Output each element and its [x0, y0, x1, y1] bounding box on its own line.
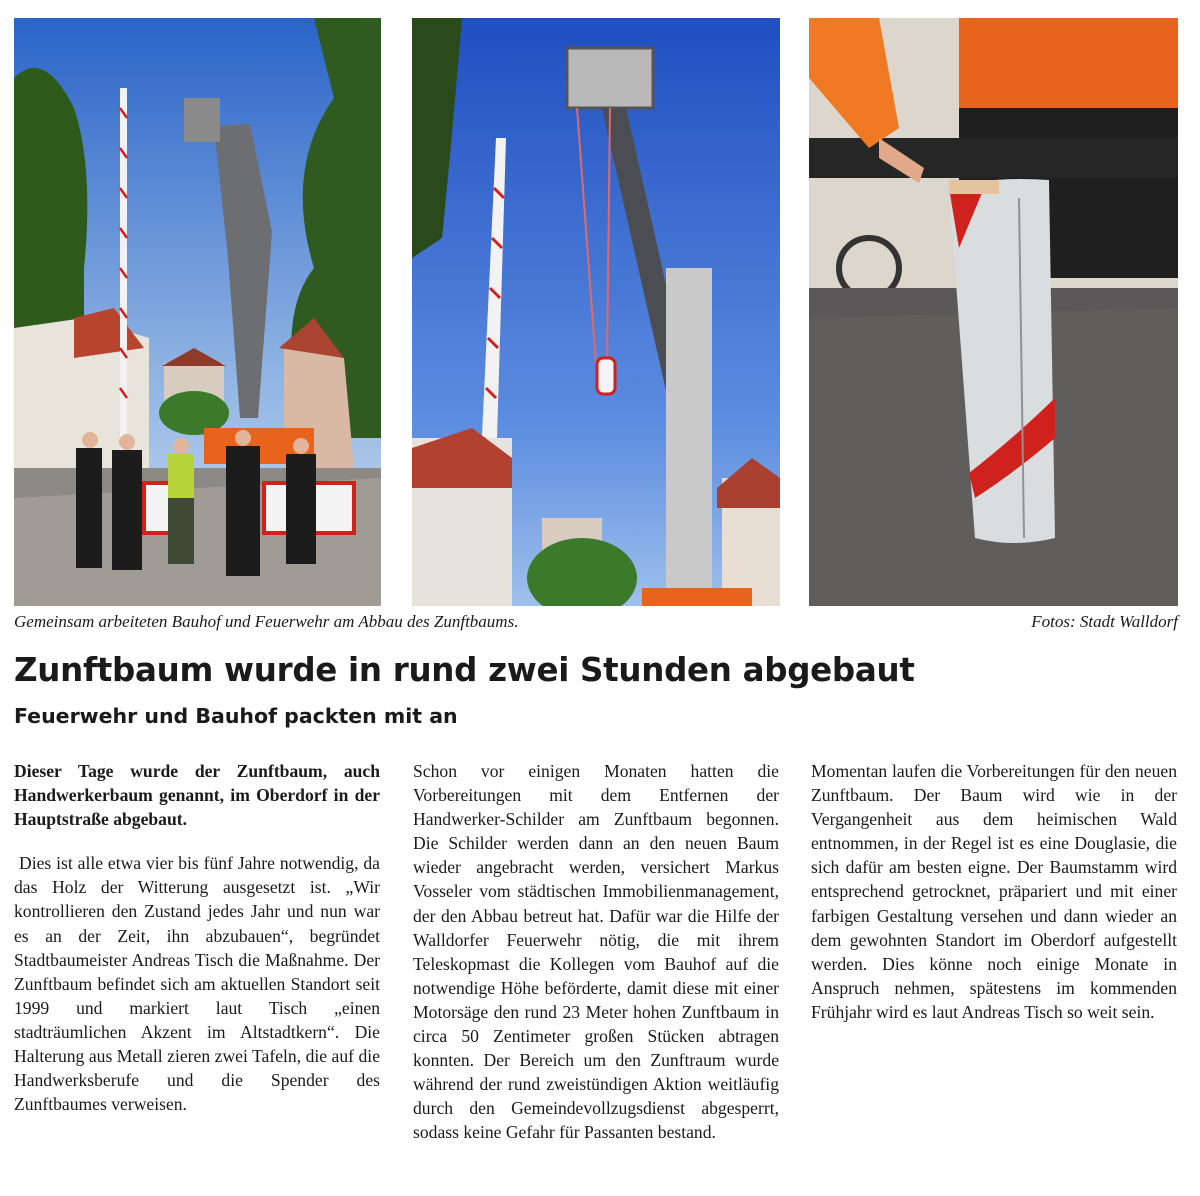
article-headline: Zunftbaum wurde in rund zwei Stunden abgebaut	[14, 651, 915, 689]
article-paragraph-3: Momentan laufen die Vorbereitungen für den neuen Zunftbaum. Der Baum wird wie in der Vergangenheit aus dem heimischen Wald entnommen, in der Regel ist es eine Douglasie, die sich dafür am besten eigne. Der Baumstamm wird entsprechend getrocknet, präpariert und mit einer farbigen Gestaltung versehen und dann wieder an dem gewohnten Standort im Oberdorf aufgestellt werden. Dies könne noch einige Monate in Anspruch nehmen, spätestens im kommenden Frühjahr wird es laut Andreas Tisch so weit sein.	[811, 761, 1177, 1022]
article-column-3	[811, 759, 1177, 1024]
article-paragraph-2: Schon vor einigen Monaten hatten die Vorbereitungen mit dem Entfernen der Handwerker-Schilder am Zunftbaum begonnen. Die Schilder werden dann an den neuen Baum wieder angebracht werden, versichert Markus Vosseler vom städtischen Immobilienmanagement, der den Abbau betreut hat. Dafür war die Hilfe der Walldorfer Feuerwehr nötig, die mit ihrem Teleskopmast die Kollegen vom Bauhof auf die notwendige Höhe beförderte, damit diese mit einer Motorsäge den rund 23 Meter hohen Zunftbaum in circa 50 Zentimeter großen Stücken abtragen konnten. Der Bereich um den Zunftraum wurde während der rund zweistündigen Aktion weitläufig durch den Gemeindevollzugsdienst abgesperrt, sodass keine Gefahr für Passanten bestand.	[413, 761, 779, 1143]
article-paragraph-1: Dies ist alle etwa vier bis fünf Jahre notwendig, da das Holz der Witterung ausgesetzt ist. „Wir kontrollieren den Zustand jedes Jahr und nun war es an der Zeit, ihn abzubauen“, begründet Stadtbaumeister Andreas Tisch die Maßnahme. Der Zunftbaum befindet sich am aktuellen Standort seit 1999 und markiert laut Tisch „einen stadträumlichen Akzent im Altstadtkern“. Die Halterung aus Metall zieren zwei Tafeln, die auf die Handwerksberufe und die Spender des Zunftbaumes verweisen.	[14, 853, 380, 1115]
article-subheadline: Feuerwehr und Bauhof packten mit an	[14, 704, 458, 728]
photo-telescopic-mast	[412, 18, 780, 606]
article-column-2	[413, 759, 779, 1145]
photo-pole-stump	[809, 18, 1178, 606]
article-column-1	[14, 759, 380, 1116]
photo-caption: Gemeinsam arbeiteten Bauhof und Feuerwehr am Abbau des Zunftbaums.	[14, 612, 519, 631]
photo-street-fire-ladder	[14, 18, 381, 606]
article-lead: Dieser Tage wurde der Zunftbaum, auch Handwerkerbaum genannt, im Oberdorf in der Hauptstraße abgebaut.	[14, 761, 380, 830]
photo-credit: Fotos: Stadt Walldorf	[1031, 612, 1178, 631]
